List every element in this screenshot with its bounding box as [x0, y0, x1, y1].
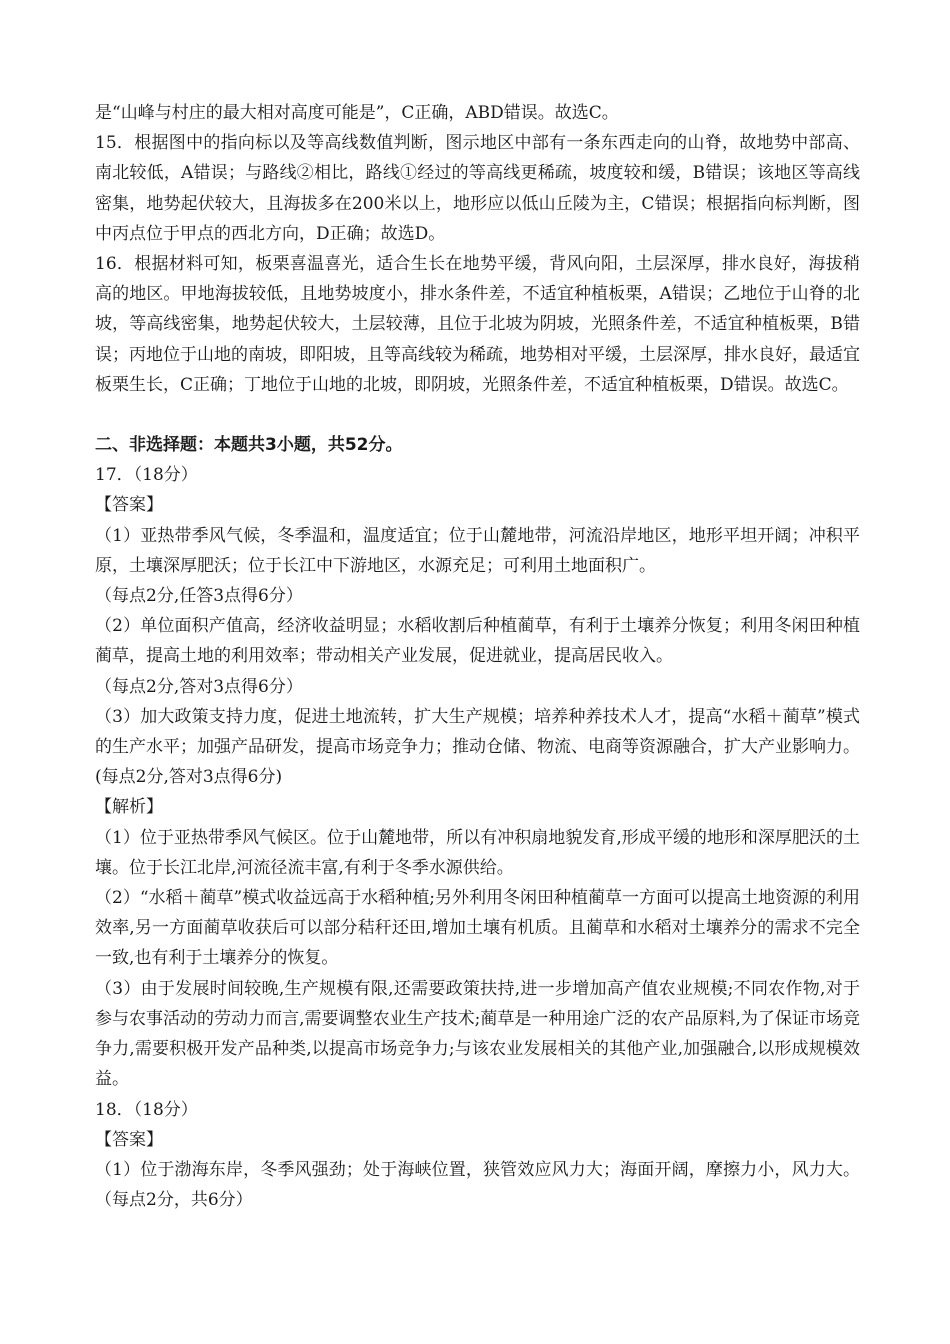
- q17-answer-2-score: （每点2分,答对3点得6分）: [95, 676, 303, 697]
- q17-answer-1: （1）亚热带季风气候，冬季温和，温度适宜；位于山麓地带，河流沿岸地区，地形平坦开阔；冲积平原，土壤深厚肥沃；位于长江中下游地区，水源充足；可利用土地面积广。: [95, 525, 860, 576]
- q17-answer-label: 【答案】: [95, 495, 163, 516]
- q17-answer-3: （3）加大政策支持力度，促进土地流转，扩大生产规模；培养种养技术人才，提高“水稻＋蔺草”模式的生产水平；加强产品研发，提高市场竞争力；推动仓储、物流、电商等资源融合，扩大产业影响力。(每点2分,答对3点得6分): [95, 706, 860, 788]
- q17-analysis-label: 【解析】: [95, 797, 163, 818]
- spacer: [95, 400, 860, 430]
- q18-header: 18．（18分）: [95, 1099, 198, 1120]
- q17-answer-2: （2）单位面积产值高，经济收益明显；水稻收割后种植蔺草，有利于土壤养分恢复；利用冬闲田种植蔺草，提高土地的利用效率；带动相关产业发展，促进就业，提高居民收入。: [95, 616, 860, 667]
- paragraph-q15: 15．根据图中的指向标以及等高线数值判断，图示地区中部有一条东西走向的山脊，故地势中部高、南北较低，A错误；与路线②相比，路线①经过的等高线更稀疏，坡度较和缓，B错误；该地区等高线密集，地势起伏较大，且海拔多在200米以上，地形应以低山丘陵为主，C错误；根据指向标判断，图中丙点位于甲点的西北方向，D正确；故选D。: [95, 133, 860, 244]
- paragraph-continuation-14: 是“山峰与村庄的最大相对高度可能是”，C正确，ABD错误。故选C。: [95, 103, 619, 123]
- q17-answer-1-score: （每点2分,任答3点得6分）: [95, 586, 303, 607]
- section-title: 二、非选择题：本题共3小题，共52分。: [95, 435, 403, 456]
- q17-analysis-3: （3）由于发展时间较晚,生产规模有限,还需要政策扶持,进一步增加高产值农业规模;不同农作物,对于参与农事活动的劳动力而言,需要调整农业生产技术;蔺草是一种用途广泛的农产品原料,为了保证市场竞争力,需要积极开发产品种类,以提高市场竞争力;与该农业发展相关的其他产业,加强融合,以形成规模效益。: [95, 978, 860, 1090]
- q17-analysis-2: （2）“水稻＋蔺草”模式收益远高于水稻种植;另外利用冬闲田种植蔺草一方面可以提高土地资源的利用效率,另一方面蔺草收获后可以部分秸秆还田,增加土壤有机质。且蔺草和水稻对土壤养分的需求不完全一致,也有利于土壤养分的恢复。: [95, 888, 860, 969]
- paragraph-q16: 16．根据材料可知，板栗喜温喜光，适合生长在地势平缓，背风向阳，土层深厚，排水良好，海拔稍高的地区。甲地海拔较低，且地势坡度小，排水条件差，不适宜种植板栗，A错误；乙地位于山脊的北坡，等高线密集，地势起伏较大，土层较薄，且位于北坡为阴坡，光照条件差，不适宜种植板栗，B错误；丙地位于山地的南坡，即阳坡，且等高线较为稀疏，地势相对平缓，土层深厚，排水良好，最适宜板栗生长，C正确；丁地位于山地的北坡，即阴坡，光照条件差，不适宜种植板栗，D错误。故选C。: [95, 254, 860, 395]
- q17-analysis-1: （1）位于亚热带季风气候区。位于山麓地带，所以有冲积扇地貌发育,形成平缓的地形和深厚肥沃的土壤。位于长江北岸,河流径流丰富,有利于冬季水源供给。: [95, 827, 860, 878]
- q18-answer-1: （1）位于渤海东岸，冬季风强劲；处于海峡位置，狭管效应风力大；海面开阔，摩擦力小，风力大。（每点2分，共6分）: [95, 1159, 860, 1211]
- document-body: [95, 98, 860, 1215]
- q18-answer-label: 【答案】: [95, 1129, 163, 1150]
- q17-header: 17．（18分）: [95, 465, 198, 486]
